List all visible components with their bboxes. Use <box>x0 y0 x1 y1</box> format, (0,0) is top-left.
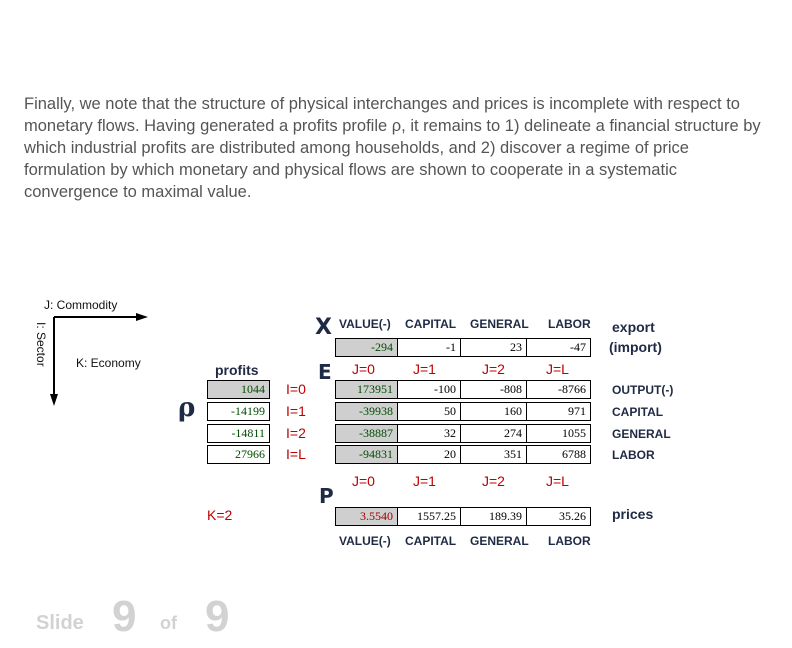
profits-label: profits <box>215 362 259 378</box>
p-j-label-1: J=1 <box>413 473 436 489</box>
x-symbol: X <box>315 315 332 340</box>
profit-cell-3: 27966 <box>207 445 270 464</box>
p-symbol: P <box>319 484 334 508</box>
arrow-right-icon <box>136 313 148 321</box>
e-side-output: OUTPUT(-) <box>612 383 674 397</box>
e-cell-0-0: 173951 <box>335 380 398 399</box>
p-header-general: GENERAL <box>470 534 529 548</box>
e-cell-3-3: 6788 <box>526 445 591 464</box>
e-cell-1-0: -39938 <box>335 402 398 421</box>
i-label-0: I=0 <box>286 381 306 397</box>
x-cell-2: 23 <box>460 338 527 357</box>
arrow-down-icon <box>50 394 58 406</box>
p-cell-0: 3.5540 <box>335 507 398 526</box>
e-cell-0-3: -8766 <box>526 380 591 399</box>
e-side-labor: LABOR <box>612 448 655 462</box>
i-label-2: I=2 <box>286 425 306 441</box>
k-label: K=2 <box>207 507 233 523</box>
footer-slide-number: 9 <box>112 592 137 641</box>
p-cell-3: 35.26 <box>526 507 591 526</box>
i-label-3: I=L <box>286 446 306 462</box>
e-side-capital: CAPITAL <box>612 405 664 419</box>
p-cell-1: 1557.25 <box>397 507 461 526</box>
profit-cell-1: -14199 <box>207 402 270 421</box>
e-j-label-0: J=0 <box>352 361 375 377</box>
rho-symbol: ρ <box>178 393 196 423</box>
e-cell-3-1: 20 <box>397 445 461 464</box>
p-header-value: VALUE(-) <box>339 534 391 548</box>
profit-cell-0: 1044 <box>207 380 270 399</box>
e-cell-0-2: -808 <box>460 380 527 399</box>
e-symbol: E <box>318 360 332 384</box>
x-cell-1: -1 <box>397 338 461 357</box>
p-header-capital: CAPITAL <box>405 534 457 548</box>
profit-cell-2: -14811 <box>207 424 270 443</box>
x-header-capital: CAPITAL <box>405 317 457 331</box>
e-cell-2-0: -38887 <box>335 424 398 443</box>
economy-axis-label: K: Economy <box>76 356 141 370</box>
e-cell-1-2: 160 <box>460 402 527 421</box>
e-cell-0-1: -100 <box>397 380 461 399</box>
x-cell-3: -47 <box>526 338 591 357</box>
e-j-label-1: J=1 <box>413 361 436 377</box>
x-cell-0: -294 <box>335 338 398 357</box>
p-header-labor: LABOR <box>548 534 591 548</box>
x-header-labor: LABOR <box>548 317 591 331</box>
p-j-label-3: J=L <box>546 473 569 489</box>
e-cell-2-2: 274 <box>460 424 527 443</box>
i-label-1: I=1 <box>286 403 306 419</box>
body-paragraph: Finally, we note that the structure of physical interchanges and prices is incomplete with respect to monetary flows. Having generated a profits profile ρ, it remains to 1) delineate a financial structure by which industrial profits are distributed among households, and 2) discover a regime of price formulation by which monetary and physical flows are shown to cooperate in a systematic convergence to maximal value. <box>24 95 761 201</box>
axes-diagram <box>36 300 156 410</box>
commodity-axis-label: J: Commodity <box>44 298 118 312</box>
x-header-value: VALUE(-) <box>339 317 391 331</box>
e-cell-1-1: 50 <box>397 402 461 421</box>
p-j-label-0: J=0 <box>352 473 375 489</box>
prices-label: prices <box>612 506 654 522</box>
export-label: export <box>612 319 655 335</box>
footer-total-number: 9 <box>205 592 230 641</box>
sector-axis-label: I: Sector <box>34 322 48 367</box>
e-cell-1-3: 971 <box>526 402 591 421</box>
e-cell-3-2: 351 <box>460 445 527 464</box>
p-cell-2: 189.39 <box>460 507 527 526</box>
p-j-label-2: J=2 <box>482 473 505 489</box>
footer-slide-word: Slide <box>36 612 84 634</box>
e-j-label-3: J=L <box>546 361 569 377</box>
x-header-general: GENERAL <box>470 317 529 331</box>
e-j-label-2: J=2 <box>482 361 505 377</box>
import-label: (import) <box>609 339 662 355</box>
e-side-general: GENERAL <box>612 427 671 441</box>
footer-of-word: of <box>160 613 177 633</box>
e-cell-3-0: -94831 <box>335 445 398 464</box>
e-cell-2-3: 1055 <box>526 424 591 443</box>
e-cell-2-1: 32 <box>397 424 461 443</box>
